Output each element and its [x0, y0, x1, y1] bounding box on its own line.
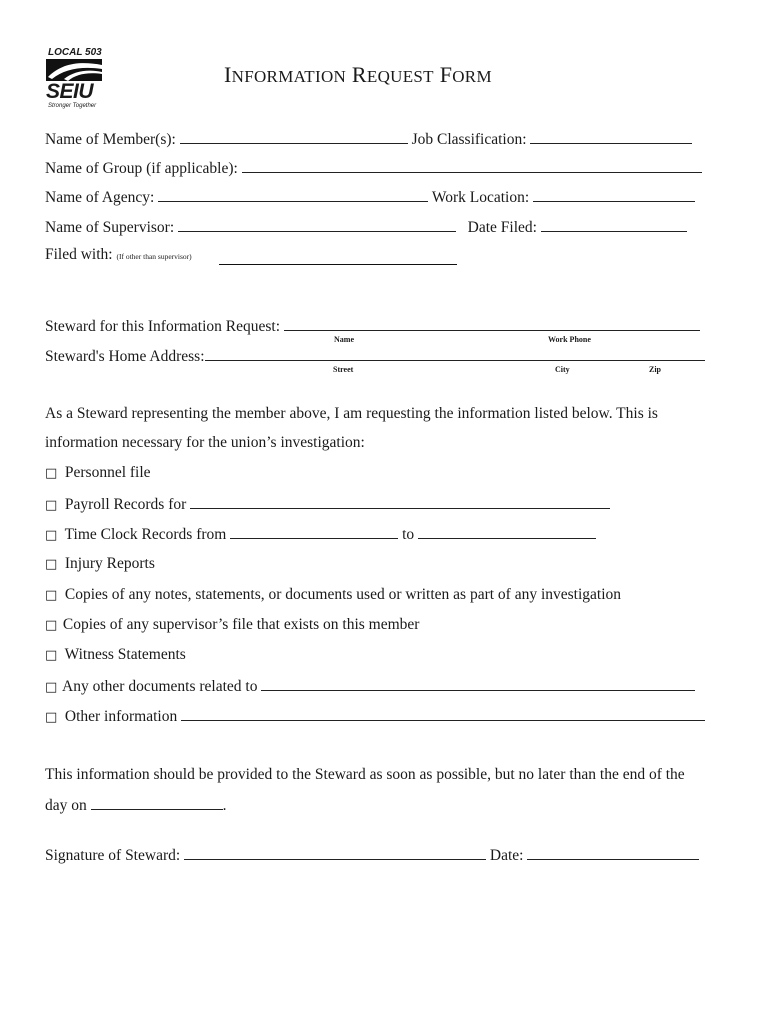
checkbox-witness[interactable]: □ [45, 648, 58, 663]
filed-with-field[interactable] [219, 264, 457, 265]
timeclock-to-label: to [402, 526, 415, 543]
item-timeclock [45, 524, 596, 545]
job-class-label: Job Classification: [411, 131, 527, 148]
filed-with-row [45, 246, 192, 266]
intro-line-2: information necessary for the union’s investigation: [45, 434, 365, 451]
work-location-label: Work Location: [431, 189, 530, 206]
logo-union-text: SEIU [46, 80, 94, 103]
item-label: Other information [64, 708, 178, 725]
supervisor-field[interactable] [178, 217, 456, 232]
city-caption: City [555, 365, 570, 374]
members-row [45, 129, 692, 149]
checkbox-other-info[interactable]: □ [45, 710, 58, 725]
other-info-field[interactable] [181, 706, 705, 721]
date-filed-field[interactable] [541, 217, 687, 232]
other-docs-field[interactable] [261, 676, 695, 691]
group-label: Name of Group (if applicable): [45, 160, 238, 177]
steward-row [45, 316, 700, 336]
steward-address-field[interactable] [205, 346, 705, 361]
closing-line-2 [45, 795, 227, 815]
item-label: Injury Reports [64, 555, 155, 572]
work-location-field[interactable] [533, 187, 695, 202]
logo-tagline: Stronger Together [48, 103, 97, 109]
day-on-field[interactable] [91, 795, 223, 810]
intro-line-1: As a Steward representing the member above, I am requesting the information listed below. This is [45, 405, 658, 422]
item-label: Copies of any supervisor’s file that exists on this member [62, 616, 420, 633]
steward-request-label: Steward for this Information Request: [45, 318, 281, 335]
members-label: Name of Member(s): [45, 131, 176, 148]
item-payroll [45, 494, 610, 515]
group-field[interactable] [242, 158, 702, 173]
steward-name-field[interactable] [284, 316, 700, 331]
item-personnel [45, 464, 151, 483]
checkbox-injury[interactable]: □ [45, 557, 58, 572]
agency-label: Name of Agency: [45, 189, 155, 206]
checkbox-copies-supervisor[interactable]: □ [45, 618, 58, 633]
item-label: Personnel file [64, 464, 151, 481]
item-label: Time Clock Records from [64, 526, 227, 543]
checkbox-other-docs[interactable]: □ [45, 680, 58, 695]
supervisor-row [45, 217, 687, 237]
timeclock-to-field[interactable] [418, 524, 596, 539]
address-row [45, 346, 705, 366]
signature-date-field[interactable] [527, 845, 699, 860]
zip-caption: Zip [649, 365, 662, 374]
street-caption: Street [333, 365, 354, 374]
steward-address-label: Steward's Home Address: [45, 348, 205, 365]
logo-local-text: LOCAL 503 [48, 47, 102, 58]
signature-field[interactable] [184, 845, 486, 860]
page-title: INFORMATION REQUEST FORM [224, 62, 492, 87]
signature-date-label: Date: [489, 847, 524, 864]
signature-label: Signature of Steward: [45, 847, 181, 864]
members-field[interactable] [180, 129, 408, 144]
timeclock-from-field[interactable] [230, 524, 398, 539]
day-on-label: day on [45, 797, 87, 814]
item-label: Payroll Records for [64, 496, 187, 513]
item-label: Copies of any notes, statements, or documents used or written as part of any investigation [64, 586, 622, 603]
item-other-info [45, 706, 705, 727]
signature-row [45, 845, 699, 865]
agency-row [45, 187, 695, 207]
seiu-logo [44, 47, 106, 111]
checkbox-payroll[interactable]: □ [45, 498, 58, 513]
steward-name-caption: Name [334, 335, 354, 344]
checkbox-timeclock[interactable]: □ [45, 528, 58, 543]
group-row [45, 158, 702, 178]
item-witness [45, 646, 186, 665]
item-copies-notes [45, 586, 621, 605]
checkbox-personnel[interactable]: □ [45, 466, 58, 481]
payroll-field[interactable] [190, 494, 610, 509]
item-label: Witness Statements [64, 646, 186, 663]
item-other-docs [45, 676, 695, 697]
date-filed-label: Date Filed: [467, 219, 537, 236]
job-class-field[interactable] [530, 129, 692, 144]
filed-with-note: (If other than supervisor) [116, 252, 192, 261]
agency-field[interactable] [158, 187, 428, 202]
supervisor-label: Name of Supervisor: [45, 219, 175, 236]
closing-period: . [222, 797, 227, 814]
closing-line-1: This information should be provided to the Steward as soon as possible, but no later than the end of the [45, 766, 685, 783]
item-injury [45, 555, 155, 574]
checkbox-copies-notes[interactable]: □ [45, 588, 58, 603]
filed-with-label: Filed with: [45, 246, 113, 263]
item-copies-supervisor [45, 616, 419, 635]
steward-phone-caption: Work Phone [548, 335, 591, 344]
item-label: Any other documents related to [62, 678, 258, 695]
